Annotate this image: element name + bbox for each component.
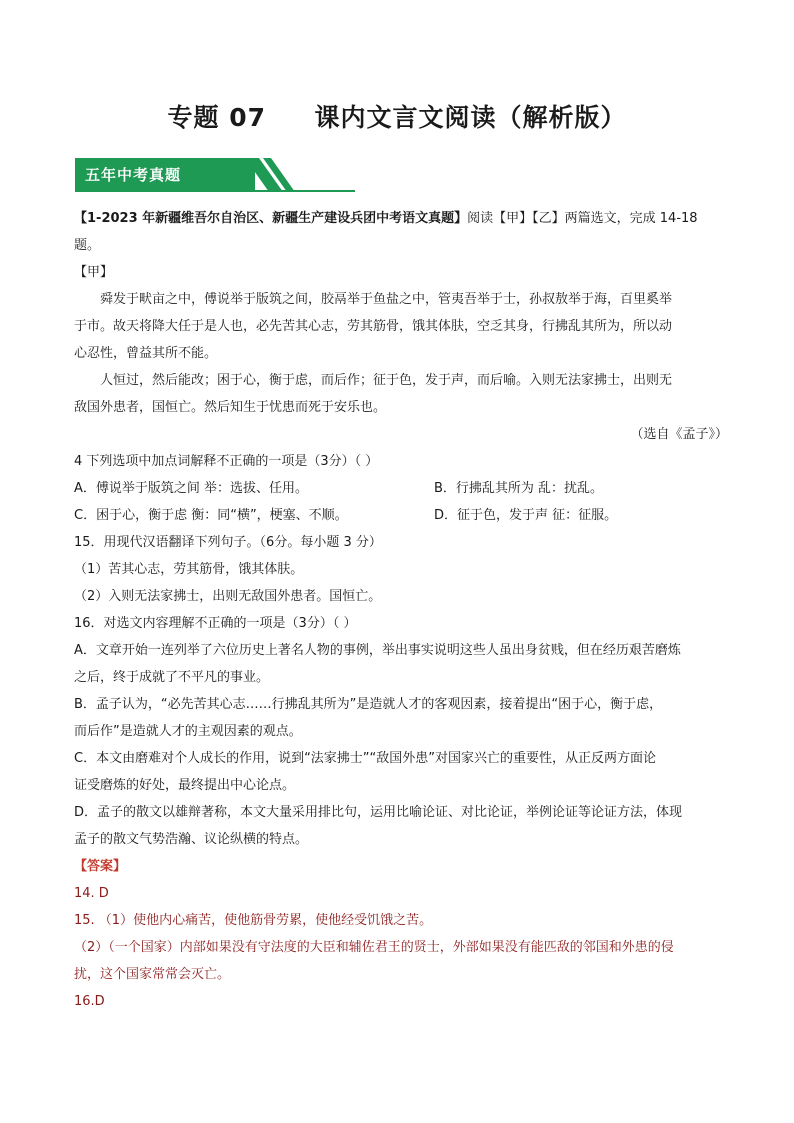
- passage-para1-line2: 于市。故天将降大任于是人也，必先苦其心志，劳其筋骨，饿其体肤，空乏其身，行拂乱其所为，所以动: [74, 319, 673, 334]
- banner-underline: [75, 190, 355, 192]
- answer-14: 14. D: [74, 886, 109, 901]
- q16-option-c-line1: C．本文由磨难对个人成长的作用，说到“法家拂士”“敌国外患”对国家兴亡的重要性，从正反两方面论: [74, 751, 657, 766]
- answer-15-2-line1: （2）（一个国家）内部如果没有守法度的大臣和辅佐君王的贤士，外部如果没有能匹敌的邻国和外患的侵: [74, 940, 674, 955]
- q16-option-a-line2: 之后，终于成就了不平凡的事业。: [74, 670, 270, 685]
- q14-stem: 4 下列选项中加点词解释不正确的一项是（3分）（ ）: [74, 454, 379, 469]
- question-instruction-cont: 题。: [74, 238, 101, 253]
- q14-options-row1: [74, 475, 734, 502]
- passage-para1-line1: 舜发于畎亩之中，傅说举于版筑之间，胶鬲举于鱼盐之中，管夷吾举于士，孙叔敖举于海，百里奚举: [100, 292, 673, 307]
- q16-option-d-line1: D．孟子的散文以雄辩著称，本文大量采用排比句，运用比喻论证、对比论证，举例论证等论证方法，体现: [74, 805, 683, 820]
- question-header: [74, 205, 734, 232]
- passage-source: （选自《孟子》）: [630, 427, 728, 442]
- banner-label: 五年中考真题: [85, 166, 182, 184]
- q16-option-b-line1: B．孟子认为，“必先苦其心志……行拂乱其所为”是造就人才的客观因素，接着提出“困于心，衡于虑，: [74, 697, 663, 712]
- q14-options-row2: [74, 502, 734, 529]
- question-source: 【1-2023 年新疆维吾尔自治区、新疆生产建设兵团中考语文真题】: [74, 211, 468, 226]
- passage-para2-line2: 敌国外患者，国恒亡。然后知生于忧患而死于安乐也。: [74, 400, 387, 415]
- q14-option-c: C．困于心，衡于虑 衡：同“横”，梗塞、不顺。: [74, 508, 348, 523]
- q16-option-d-line2: 孟子的散文气势浩瀚、议论纵横的特点。: [74, 832, 309, 847]
- q15-item2: （2）入则无法家拂士，出则无敌国外患者。国恒亡。: [74, 589, 382, 604]
- q16-stem: 16．对选文内容理解不正确的一项是（3分）（ ）: [74, 616, 357, 631]
- question-instruction: 阅读【甲】【乙】两篇选文，完成 14-18: [467, 211, 698, 226]
- passage-para2-line1: 人恒过，然后能改；困于心，衡于虑，而后作；征于色，发于声，而后喻。入则无法家拂士，出则无: [100, 373, 673, 388]
- passage-para1-line3: 心忍性，曾益其所不能。: [74, 346, 218, 361]
- passage-label: 【甲】: [74, 265, 114, 280]
- answer-label: 【答案】: [74, 859, 127, 874]
- q15-item1: （1）苦其心志，劳其筋骨，饿其体肤。: [74, 562, 304, 577]
- q16-option-c-line2: 证受磨炼的好处，最终提出中心论点。: [74, 778, 296, 793]
- q16-option-b-line2: 而后作”是造就人才的主观因素的观点。: [74, 724, 302, 739]
- page-title: 专题 07 课内文言文阅读（解析版）: [167, 103, 627, 132]
- answer-16: 16.D: [74, 994, 105, 1009]
- q14-option-b: B．行拂乱其所为 乱：扰乱。: [434, 481, 604, 496]
- answer-15-2-line2: 扰，这个国家常常会灭亡。: [74, 967, 231, 982]
- document-body: [74, 205, 734, 1015]
- q14-option-d: D．征于色，发于声 征：征服。: [434, 508, 618, 523]
- q16-option-a-line1: A．文章开始一连列举了六位历史上著名人物的事例，举出事实说明这些人虽出身贫贱，但在经历艰苦磨炼: [74, 643, 681, 658]
- q14-option-a: A．傅说举于版筑之间 举：选拔、任用。: [74, 481, 309, 496]
- q15-stem: 15．用现代汉语翻译下列句子。（6分。每小题 3 分）: [74, 535, 382, 550]
- section-banner: [75, 158, 355, 192]
- answer-15-1: 15. （1）使他内心痛苦，使他筋骨劳累，使他经受饥饿之苦。: [74, 913, 433, 928]
